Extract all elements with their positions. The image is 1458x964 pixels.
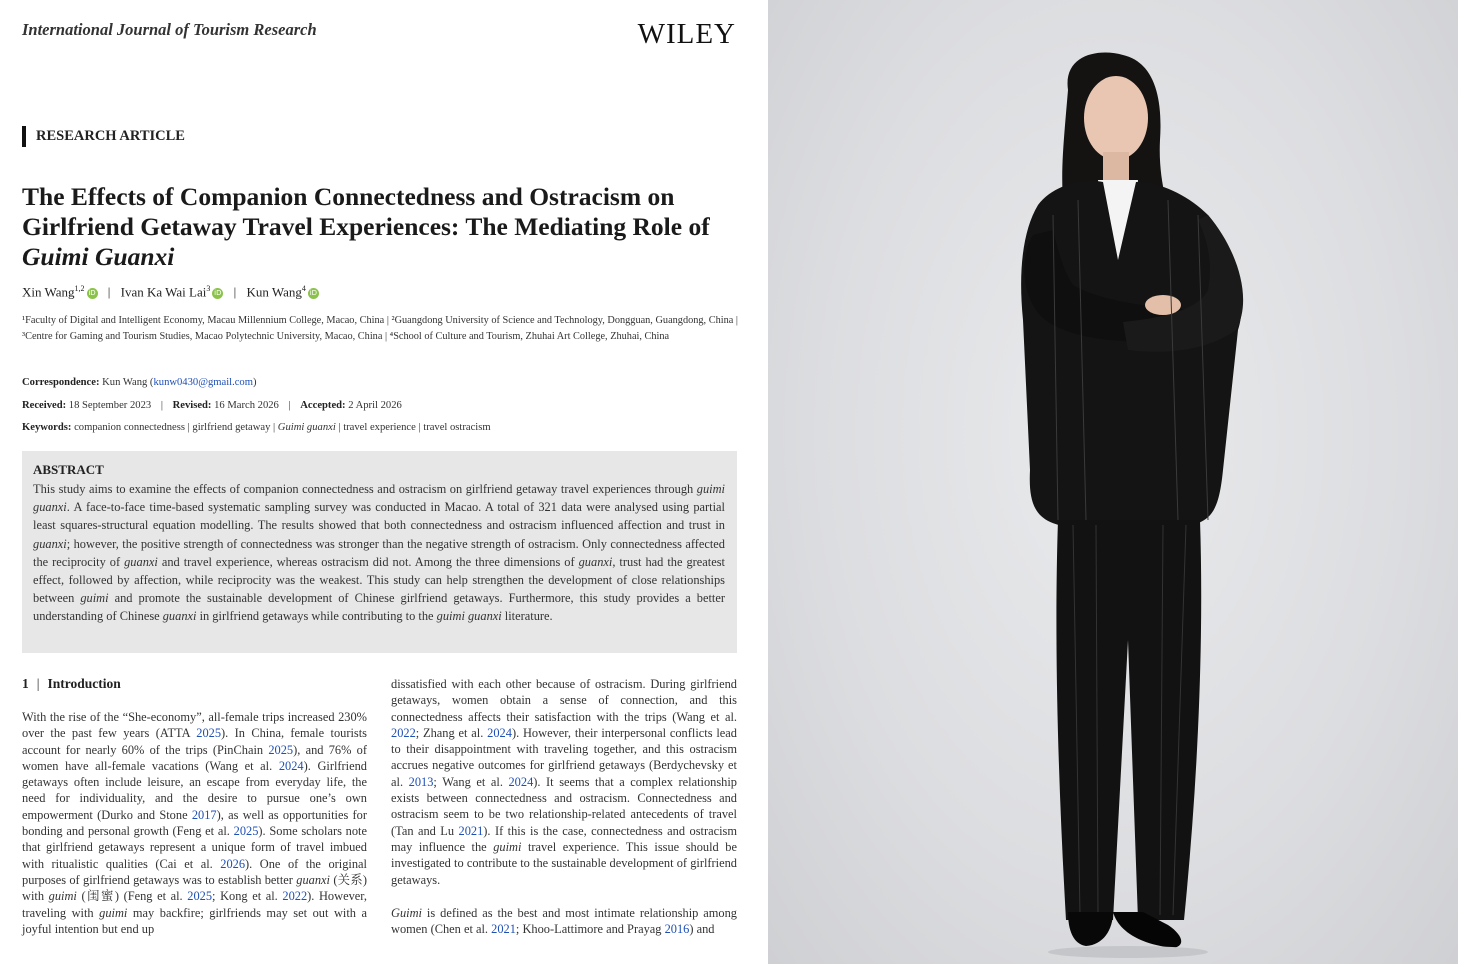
- portrait-hand: [1145, 295, 1181, 315]
- article-type-label: RESEARCH ARTICLE: [22, 126, 185, 147]
- author-superscript: 3: [206, 284, 211, 293]
- received-label: Received:: [22, 400, 67, 411]
- keywords-label: Keywords:: [22, 422, 72, 433]
- author-list: [22, 284, 319, 300]
- date-separator: |: [160, 400, 163, 411]
- correspondence-line: [22, 377, 257, 388]
- author-separator: |: [233, 284, 237, 300]
- intro-right-column: dissatisfied with each other because of ostracism. During girlfriend getaways, women obtain a sense of connection, and this connectedness affects their satisfaction with the trips (Wang et al. 2022; Zhang et al. 2024). However, their interpersonal conflicts lead to their disappointment with traveling together, and this ostracism accrues negative outcomes for girlfriend getaways (Berdychevsky et al. 2013; Wang et al. 2024). It seems that a complex relationship exists between connectedness and ostracism. Connectedness and ostracism seem to be two relationship-related antecedents of travel (Tan and Lu 2021). If this is the case, connectedness and ostracism may influence the guimi travel experience. This issue should be investigated to contribute to the sustainable development of girlfriend getaways.: [391, 677, 738, 887]
- keywords-part: companion connectedness | girlfriend getaway |: [74, 422, 276, 433]
- citation-link[interactable]: 2016: [664, 922, 690, 937]
- email-link[interactable]: kunw0430@gmail.com: [153, 377, 253, 388]
- orcid-icon[interactable]: iD: [88, 289, 96, 298]
- citation-link[interactable]: 2021: [458, 823, 484, 838]
- citation-link[interactable]: 2025: [233, 824, 259, 839]
- author-name[interactable]: Ivan Ka Wai Lai: [120, 284, 207, 300]
- abstract-heading: ABSTRACT: [33, 462, 104, 477]
- orcid-icon[interactable]: iD: [214, 289, 222, 298]
- correspondence-close: ): [252, 377, 257, 388]
- portrait-illustration: [768, 0, 1458, 964]
- author-separator: |: [107, 284, 111, 300]
- author-superscript: 4: [301, 284, 306, 293]
- section-number: 1: [22, 676, 29, 691]
- citation-link[interactable]: 2024: [487, 725, 512, 740]
- correspondence-name: Kun Wang (: [102, 377, 154, 388]
- portrait-face: [1084, 76, 1148, 160]
- paper-title: [22, 182, 747, 272]
- section-title: Introduction: [47, 676, 121, 691]
- correspondence-label: Correspondence:: [22, 377, 100, 388]
- keywords-line: [22, 422, 491, 433]
- affiliations: ¹Faculty of Digital and Intelligent Economy, Macau Millennium College, Macao, China | ²Guangdong University of Science and Technology, Dongguan, Guangdong, China | ³Centre for Gaming and Tourism Studies, Macao Polytechnic University, Macao, China | ⁴School of Culture and Tourism, Zhuhai Art College, Zhuhai, China: [22, 315, 738, 342]
- intro-right-column-para2: Guimi is defined as the best and most intimate relationship among women (Chen et al. 2021; Khoo-Lattimore and Prayag 2016) and: [391, 906, 737, 937]
- section-heading: [22, 676, 121, 692]
- citation-link[interactable]: 2024: [278, 758, 304, 773]
- abstract-box: [22, 451, 737, 653]
- keywords-part: Guimi guanxi: [277, 422, 336, 433]
- citation-link[interactable]: 2017: [191, 807, 217, 822]
- revised-date: 16 March 2026: [214, 400, 279, 411]
- portrait-shoe-right: [1068, 912, 1113, 946]
- citation-link[interactable]: 2024: [508, 774, 534, 789]
- title-main: The Effects of Companion Connectedness and Ostracism on Girlfriend Getaway Travel Experiences: The Mediating Role of: [22, 182, 710, 241]
- publisher-logo: WILEY: [637, 18, 736, 50]
- citation-link[interactable]: 2021: [491, 922, 516, 937]
- citation-link[interactable]: 2013: [408, 774, 434, 789]
- abstract-text: This study aims to examine the effects of companion connectedness and ostracism on girlfriend getaway travel experiences through guimi guanxi. A face-to-face time-based systematic sampling survey was conducted in Macao. A total of 321 data were analysed using partial least squares-structural equation modelling. The results showed that both connectedness and ostracism influenced affection and trust in guanxi; however, the positive strength of connectedness was stronger than the negative strength of ostracism. Only connectedness affected the reciprocity of guanxi and travel experience, whereas ostracism did not. Among the three dimensions of guanxi, trust had the greatest effect, followed by affection, while reciprocity was the weakest. This study can help strengthen the development of close relationships between guimi and promote the sustainable development of Chinese girlfriend getaways. Furthermore, this study provides a better understanding of Chinese guanxi in girlfriend getaways while contributing to the guimi guanxi literature.: [33, 482, 725, 624]
- title-italic: Guimi Guanxi: [22, 242, 175, 271]
- author-name[interactable]: Xin Wang: [22, 284, 75, 300]
- citation-link[interactable]: 2025: [187, 889, 213, 904]
- accepted-date: 2 April 2026: [348, 400, 402, 411]
- portrait-shadow: [1048, 946, 1208, 958]
- intro-left-column: With the rise of the “She-economy”, all-female trips increased 230% over the past few years (ATTA 2025). In China, female tourists account for nearly 60% of the trips (PinChain 2025), and 76% of women have all-female vacations (Wang et al. 2024). Girlfriend getaways often include leisure, an escape from everyday life, the need for individuality, and the desire to pursue one’s own empowerment (Durko and Stone 2017), as well as opportunities for bonding and personal growth (Feng et al. 2025). Some scholars note that girlfriend getaways represent a unique form of travel imbued with ritualistic qualities (Cai et al. 2026). One of the original purposes of girlfriend getaways was to establish better guanxi (关系) with guimi (闺蜜) (Feng et al. 2025; Kong et al. 2022). However, traveling with guimi may backfire; girlfriends may set out with a joyful intention but end up: [22, 710, 367, 936]
- accepted-label: Accepted:: [300, 400, 346, 411]
- orcid-icon[interactable]: iD: [309, 289, 318, 298]
- journal-name: International Journal of Tourism Research: [22, 20, 317, 39]
- citation-link[interactable]: 2026: [220, 856, 246, 871]
- citation-link[interactable]: 2025: [196, 726, 222, 741]
- received-date: 18 September 2023: [68, 400, 152, 411]
- citation-link[interactable]: 2022: [391, 725, 416, 740]
- date-separator: |: [288, 400, 291, 411]
- dates-line: [22, 400, 402, 411]
- author-superscript: 1,2: [74, 284, 85, 293]
- citation-link[interactable]: 2022: [282, 889, 308, 904]
- citation-link[interactable]: 2025: [268, 742, 294, 757]
- author-name[interactable]: Kun Wang: [246, 284, 302, 300]
- section-bar: |: [36, 676, 40, 691]
- keywords-part: | travel experience | travel ostracism: [338, 422, 491, 433]
- portrait-neck: [1103, 152, 1129, 182]
- author-portrait-photo: [768, 0, 1458, 964]
- revised-label: Revised:: [172, 400, 212, 411]
